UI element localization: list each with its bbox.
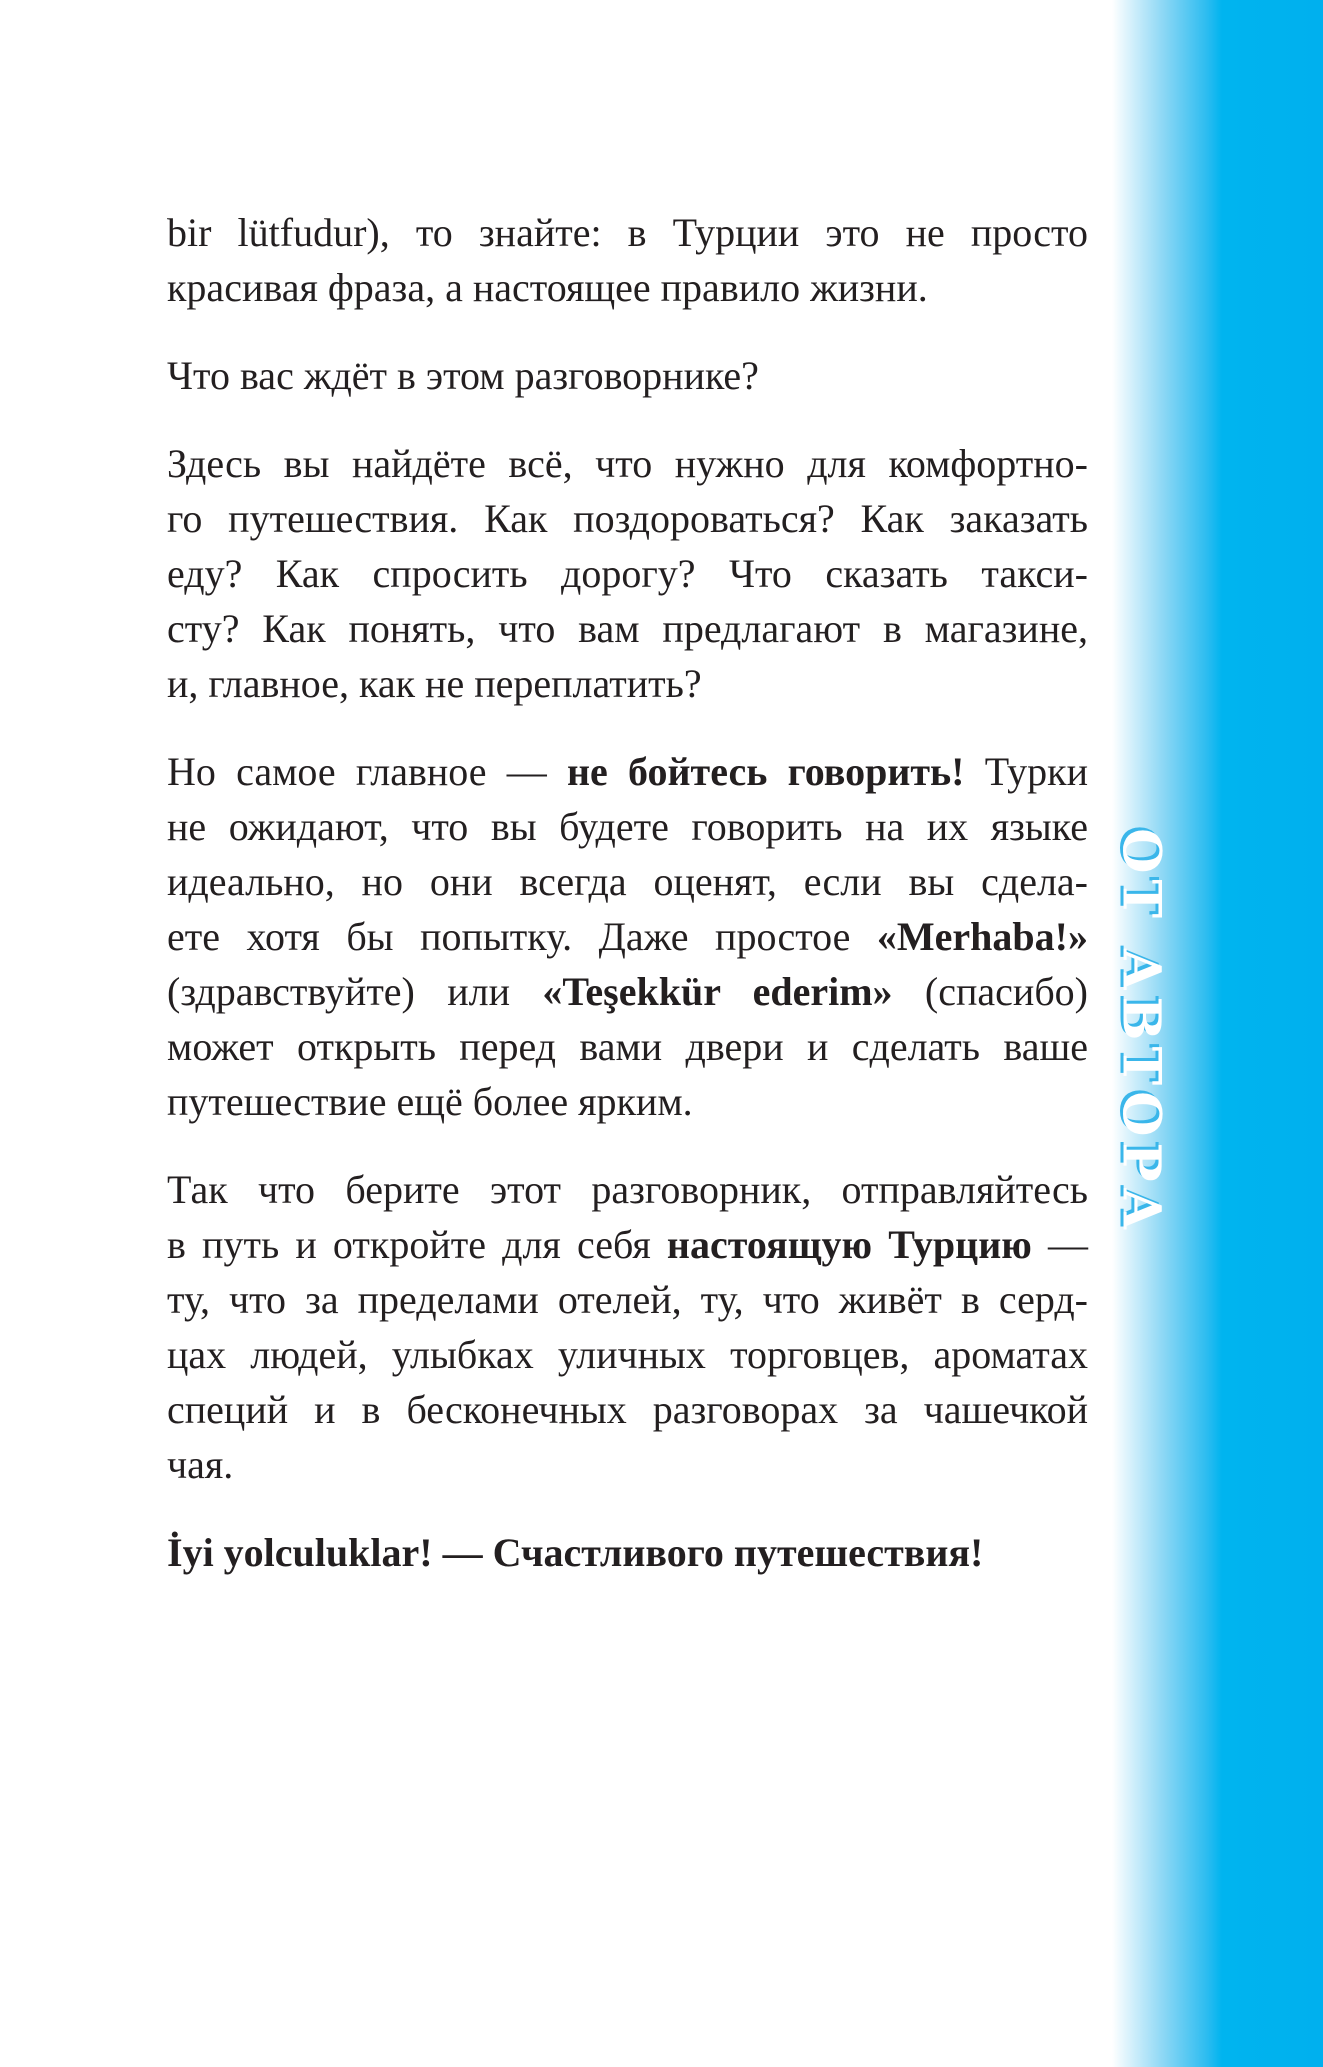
text-line: [167, 656, 1088, 711]
text-line: [167, 854, 1088, 909]
paragraph: [167, 436, 1088, 711]
text-segment: Но самое главное —: [167, 749, 567, 794]
text-segment: цах людей, улыбках уличных торговцев, ароматах: [167, 1332, 1088, 1377]
text-segment: чая.: [167, 1442, 234, 1487]
text-segment: в путь и откройте для себя: [167, 1222, 667, 1267]
paragraph: [167, 744, 1088, 1129]
text-segment: —: [1031, 1222, 1088, 1267]
text-segment: (здравствуйте) или: [167, 969, 543, 1014]
text-segment: сту? Как понять, что вам предлагают в магазине,: [167, 606, 1088, 651]
text-segment: путешествие ещё более ярким.: [167, 1079, 693, 1124]
text-segment: красивая фраза, а настоящее правило жизни.: [167, 265, 928, 310]
text-segment: и, главное, как не переплатить?: [167, 661, 702, 706]
text-segment: может открыть перед вами двери и сделать ваше: [167, 1024, 1088, 1069]
paragraph: [167, 1162, 1088, 1492]
bold-phrase: İyi yolculuklar! — Счастливого путешествия!: [167, 1530, 984, 1575]
text-line: [167, 1019, 1088, 1074]
text-line: [167, 1327, 1088, 1382]
text-line: [167, 744, 1088, 799]
text-segment: еду? Как спросить дорогу? Что сказать такси-: [167, 551, 1088, 596]
text-line: [167, 1162, 1088, 1217]
bold-phrase: не бойтесь говорить!: [567, 749, 965, 794]
text-line: [167, 491, 1088, 546]
text-line: [167, 1525, 1088, 1580]
bold-phrase: «Teşekkür ederim»: [542, 969, 893, 1014]
text-line: [167, 1437, 1088, 1492]
text-segment: ете хотя бы попытку. Даже простое: [167, 914, 877, 959]
text-segment: специй и в бесконечных разговорах за чашечкой: [167, 1387, 1088, 1432]
text-line: [167, 601, 1088, 656]
text-segment: Здесь вы найдёте всё, что нужно для комфортно-: [167, 441, 1088, 486]
text-segment: не ожидают, что вы будете говорить на их языке: [167, 804, 1088, 849]
text-line: [167, 909, 1088, 964]
text-line: [167, 964, 1088, 1019]
bold-phrase: «Merhaba!»: [876, 914, 1088, 959]
text-line: [167, 1272, 1088, 1327]
text-segment: Что вас ждёт в этом разговорнике?: [167, 353, 759, 398]
text-line: [167, 1217, 1088, 1272]
text-line: [167, 260, 1088, 315]
text-segment: ту, что за пределами отелей, ту, что живёт в серд-: [167, 1277, 1088, 1322]
paragraph: [167, 348, 1088, 403]
text-line: [167, 1382, 1088, 1437]
text-segment: Турки: [964, 749, 1089, 794]
text-line: [167, 799, 1088, 854]
body-text: [167, 205, 1088, 1613]
text-line: [167, 348, 1088, 403]
bold-phrase: настоящую Турцию: [666, 1222, 1032, 1267]
text-segment: bir lütfudur), то знайте: в Турции это не просто: [167, 210, 1088, 255]
text-line: [167, 546, 1088, 601]
section-title: ОТ АВТОРА: [1110, 828, 1172, 1236]
text-segment: (спасибо): [892, 969, 1088, 1014]
text-line: [167, 1074, 1088, 1129]
text-line: [167, 205, 1088, 260]
paragraph: [167, 1525, 1088, 1580]
text-line: [167, 436, 1088, 491]
text-segment: Так что берите этот разговорник, отправляйтесь: [167, 1167, 1088, 1212]
paragraph: [167, 205, 1088, 315]
text-segment: го путешествия. Как поздороваться? Как заказать: [167, 496, 1088, 541]
text-segment: идеально, но они всегда оценят, если вы сдела-: [167, 859, 1088, 904]
